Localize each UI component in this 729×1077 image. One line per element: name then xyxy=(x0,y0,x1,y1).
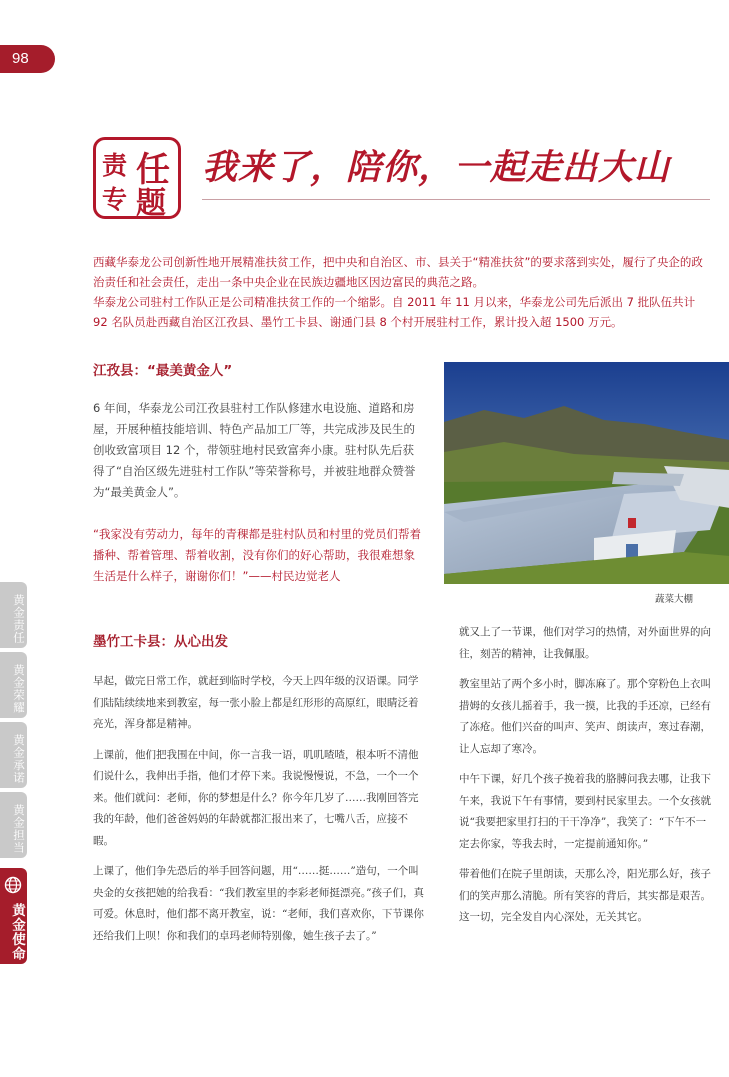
section2-left-column xyxy=(93,671,427,956)
side-tab-duty[interactable]: 黄金担当 xyxy=(0,792,27,858)
section2-right-column xyxy=(459,622,711,938)
story-paragraph: 中午下课，好几个孩子挽着我的胳膊问我去哪，让我下午来，我说下午有事情，要到村民家里去。一个女孩就说“我要把家里打扫的干干净净”，我笑了：“下午不一定去你家，等我去时，一定提前通知你。” xyxy=(459,773,711,850)
story-paragraph: 就又上了一节课，他们对学习的热情，对外面世界的向往，刻苦的精神，让我佩服。 xyxy=(459,626,711,660)
villager-quote: “我家没有劳动力，每年的青稞都是驻村队员和村里的党员们帮着播种、帮着管理、帮着收割，没有你们的好心帮助，我很难想象生活是什么样子，谢谢你们！”——村民边觉老人 xyxy=(93,527,421,583)
story-paragraph: 上课了，他们争先恐后的举手回答问题，用“……挺……”造句，一个叫央金的女孩把她的给我看：“我们教室里的李彩老师挺漂亮。”孩子们，真可爱。休息时，他们都不离开教室，说：“老师，我们喜欢你，下节课你还给我们上呗！你和我们的卓玛老师特别像，她生孩子去了。” xyxy=(93,865,424,942)
story-paragraph: 上课前，他们把我围在中间，你一言我一语，叽叽喳喳，根本听不清他们说什么，我伸出手指，他们才停下来。我说慢慢说，不急，一个一个来。他们就问：老师，你的梦想是什么？你今年几岁了……我刚回答完我的年龄，他们爸爸妈妈的年龄就都汇报出来了，七嘴八舌，应接不暇。 xyxy=(93,748,419,847)
side-tab-responsibility[interactable]: 黄金责任 xyxy=(0,582,27,648)
intro-paragraph-2: 华泰龙公司驻村工作队正是公司精准扶贫工作的一个缩影。自 2011 年 11 月以来，华泰龙公司先后派出 7 批队伍共计 92 名队员赴西藏自治区江孜县、墨竹工卡县、谢通门县 8 个村开展驻村工作，累计投入超 1500 万元。 xyxy=(93,295,696,329)
side-tab-mission-active[interactable] xyxy=(0,868,27,964)
intro-block xyxy=(93,252,705,332)
section-heading-mozhugongka: 墨竹工卡县：从心出发 xyxy=(93,634,228,650)
section-heading-jiangzi: 江孜县：“最美黄金人” xyxy=(93,363,233,379)
story-paragraph: 带着他们在院子里朗读，天那么冷，阳光那么好，孩子们的笑声那么清脆。所有笑容的背后，其实都是艰苦。这一切，完全发自内心深处，无关其它。 xyxy=(459,868,711,923)
seal-char-2: 任 xyxy=(136,150,170,190)
seal-char-3: 专 xyxy=(102,185,128,214)
side-tab-promise[interactable]: 黄金承诺 xyxy=(0,722,27,788)
page-number: 98 xyxy=(12,50,29,67)
page-number-tab xyxy=(0,45,55,73)
section1-body: 6 年间，华泰龙公司江孜县驻村工作队修建水电设施、道路和房屋，开展种植技能培训、特色产品加工厂等，共完成涉及民生的创收致富项目 12 个，带领驻地村民致富奔小康。驻村队先后获得了“自治区级先进驻村工作队”等荣誉称号，并被驻地群众赞誉为“最美黄金人”。 xyxy=(93,401,416,499)
side-tab-mission-label: 黄金使命 xyxy=(9,903,25,961)
greenhouse-photo xyxy=(444,362,729,584)
article-headline: 我来了，陪你，一起走出大山 xyxy=(202,147,671,188)
story-paragraph: 早起，做完日常工作，就赶到临时学校，今天上四年级的汉语课。同学们陆陆续续地来到教室，每一张小脸上都是红形形的高原红，眼睛泛着亮光，浑身都是精神。 xyxy=(93,675,419,730)
headline-divider xyxy=(202,199,710,200)
seal-char-4: 题 xyxy=(136,186,166,221)
globe-icon xyxy=(4,876,22,894)
intro-paragraph-1: 西藏华泰龙公司创新性地开展精准扶贫工作，把中央和自治区、市、县关于“精准扶贫”的要求落到实处，履行了央企的政治责任和社会责任，走出一条中央企业在民族边疆地区因边富民的典范之路。 xyxy=(93,255,703,289)
column-seal-logo xyxy=(93,137,181,219)
photo-caption: 蔬菜大棚 xyxy=(655,594,694,605)
story-paragraph: 教室里站了两个多小时，脚冻麻了。那个穿粉色上衣叫措姆的女孩儿摇着手，我一摸，比我的手还凉，已经有了冻疮。他们兴奋的叫声、笑声、朗读声，寒过春潮，让人忘却了寒冷。 xyxy=(459,678,711,755)
side-tab-honor[interactable]: 黄金荣耀 xyxy=(0,652,27,718)
seal-char-1: 责 xyxy=(102,151,128,180)
